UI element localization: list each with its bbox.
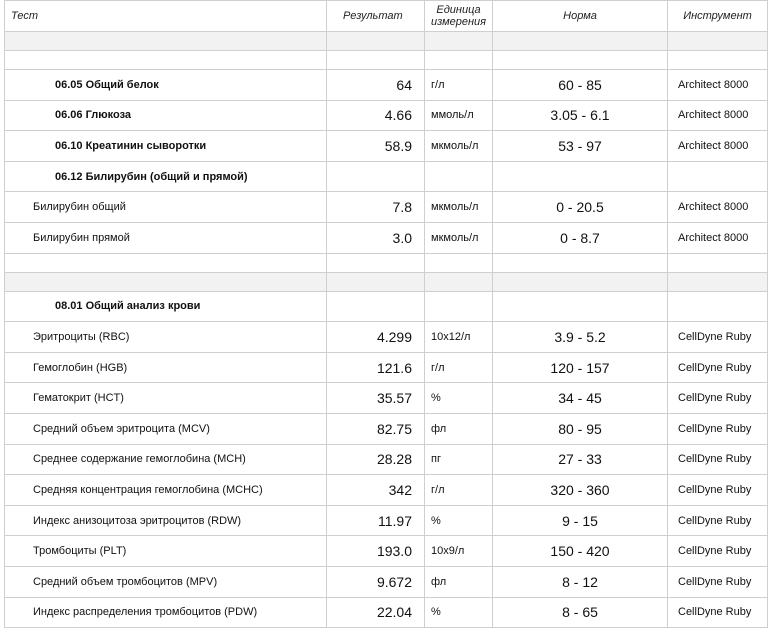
- instrument-name: CellDyne Ruby: [668, 536, 768, 567]
- instrument-name: CellDyne Ruby: [668, 475, 768, 506]
- table-row: [5, 566, 768, 597]
- result-value: 82.75: [327, 413, 425, 444]
- table-row: [5, 352, 768, 383]
- header-norm: Норма: [493, 1, 668, 32]
- test-name: 08.01 Общий анализ крови: [5, 291, 327, 322]
- norm-range: 150 - 420: [493, 536, 668, 567]
- result-value: 3.0: [327, 222, 425, 253]
- result-value: 193.0: [327, 536, 425, 567]
- empty-cell: [5, 253, 327, 272]
- empty-cell: [327, 32, 425, 51]
- result-value: 11.97: [327, 505, 425, 536]
- section-separator: [5, 32, 768, 51]
- instrument-name: Architect 8000: [668, 131, 768, 162]
- empty-cell: [493, 272, 668, 291]
- header-unit: [425, 1, 493, 32]
- results-body: [5, 32, 768, 628]
- empty-cell: [327, 272, 425, 291]
- test-name: Средний объем тромбоцитов (MPV): [5, 566, 327, 597]
- norm-range: 8 - 65: [493, 597, 668, 628]
- test-name: Гемоглобин (HGB): [5, 352, 327, 383]
- test-name: 06.12 Билирубин (общий и прямой): [5, 161, 327, 192]
- unit-value: пг: [425, 444, 493, 475]
- instrument-name: [668, 161, 768, 192]
- empty-cell: [668, 51, 768, 70]
- result-value: [327, 291, 425, 322]
- spacer-row: [5, 253, 768, 272]
- norm-range: 3.05 - 6.1: [493, 100, 668, 131]
- lab-results-table: [4, 0, 768, 628]
- result-value: 4.66: [327, 100, 425, 131]
- empty-cell: [5, 272, 327, 291]
- unit-value: мкмоль/л: [425, 222, 493, 253]
- table-row: [5, 505, 768, 536]
- empty-cell: [5, 32, 327, 51]
- test-name: 06.06 Глюкоза: [5, 100, 327, 131]
- test-name: Индекс распределения тромбоцитов (PDW): [5, 597, 327, 628]
- result-value: 121.6: [327, 352, 425, 383]
- unit-value: фл: [425, 566, 493, 597]
- table-row: [5, 475, 768, 506]
- instrument-name: CellDyne Ruby: [668, 505, 768, 536]
- unit-value: мкмоль/л: [425, 192, 493, 223]
- result-value: 7.8: [327, 192, 425, 223]
- result-value: 342: [327, 475, 425, 506]
- instrument-name: CellDyne Ruby: [668, 352, 768, 383]
- empty-cell: [425, 51, 493, 70]
- header-unit-line2: измерения: [430, 16, 487, 28]
- empty-cell: [425, 32, 493, 51]
- instrument-name: Architect 8000: [668, 70, 768, 101]
- table-row: [5, 131, 768, 162]
- norm-range: 53 - 97: [493, 131, 668, 162]
- unit-value: %: [425, 597, 493, 628]
- instrument-name: CellDyne Ruby: [668, 597, 768, 628]
- empty-cell: [327, 51, 425, 70]
- empty-cell: [668, 272, 768, 291]
- table-row: [5, 413, 768, 444]
- norm-range: 60 - 85: [493, 70, 668, 101]
- empty-cell: [425, 272, 493, 291]
- test-name: Билирубин общий: [5, 192, 327, 223]
- result-value: 58.9: [327, 131, 425, 162]
- test-name: Тромбоциты (PLT): [5, 536, 327, 567]
- empty-cell: [668, 32, 768, 51]
- unit-value: г/л: [425, 70, 493, 101]
- result-value: 9.672: [327, 566, 425, 597]
- test-name: Билирубин прямой: [5, 222, 327, 253]
- table-row: [5, 597, 768, 628]
- norm-range: [493, 291, 668, 322]
- empty-cell: [493, 253, 668, 272]
- instrument-name: CellDyne Ruby: [668, 322, 768, 353]
- norm-range: [493, 161, 668, 192]
- header-unit-line1: Единица: [436, 4, 481, 16]
- empty-cell: [493, 51, 668, 70]
- unit-value: 10x9/л: [425, 536, 493, 567]
- unit-value: 10x12/л: [425, 322, 493, 353]
- test-name: Эритроциты (RBC): [5, 322, 327, 353]
- result-value: 22.04: [327, 597, 425, 628]
- header-instrument: Инструмент: [668, 1, 768, 32]
- norm-range: 9 - 15: [493, 505, 668, 536]
- test-name: Средний объем эритроцита (MCV): [5, 413, 327, 444]
- test-name: Средняя концентрация гемоглобина (MCHC): [5, 475, 327, 506]
- unit-value: г/л: [425, 475, 493, 506]
- norm-range: 34 - 45: [493, 383, 668, 414]
- result-value: 28.28: [327, 444, 425, 475]
- test-name: 06.05 Общий белок: [5, 70, 327, 101]
- result-value: 35.57: [327, 383, 425, 414]
- table-row: [5, 100, 768, 131]
- empty-cell: [668, 253, 768, 272]
- result-value: 64: [327, 70, 425, 101]
- table-row: [5, 383, 768, 414]
- table-row: [5, 322, 768, 353]
- norm-range: 3.9 - 5.2: [493, 322, 668, 353]
- empty-cell: [493, 32, 668, 51]
- header-result: Результат: [327, 1, 425, 32]
- unit-value: мкмоль/л: [425, 131, 493, 162]
- instrument-name: CellDyne Ruby: [668, 383, 768, 414]
- empty-cell: [425, 253, 493, 272]
- spacer-row: [5, 51, 768, 70]
- norm-range: 8 - 12: [493, 566, 668, 597]
- section-separator: [5, 272, 768, 291]
- instrument-name: CellDyne Ruby: [668, 566, 768, 597]
- test-name: Среднее содержание гемоглобина (MCH): [5, 444, 327, 475]
- test-name: 06.10 Креатинин сыворотки: [5, 131, 327, 162]
- unit-value: г/л: [425, 352, 493, 383]
- instrument-name: Architect 8000: [668, 222, 768, 253]
- table-row: [5, 192, 768, 223]
- norm-range: 27 - 33: [493, 444, 668, 475]
- header-test: Тест: [5, 1, 327, 32]
- instrument-name: Architect 8000: [668, 100, 768, 131]
- instrument-name: CellDyne Ruby: [668, 444, 768, 475]
- instrument-name: CellDyne Ruby: [668, 413, 768, 444]
- instrument-name: Architect 8000: [668, 192, 768, 223]
- empty-cell: [327, 253, 425, 272]
- norm-range: 80 - 95: [493, 413, 668, 444]
- test-name: Индекс анизоцитоза эритроцитов (RDW): [5, 505, 327, 536]
- norm-range: 0 - 8.7: [493, 222, 668, 253]
- unit-value: %: [425, 383, 493, 414]
- test-name: Гематокрит (HCT): [5, 383, 327, 414]
- table-row: [5, 444, 768, 475]
- result-value: [327, 161, 425, 192]
- unit-value: %: [425, 505, 493, 536]
- norm-range: 320 - 360: [493, 475, 668, 506]
- norm-range: 120 - 157: [493, 352, 668, 383]
- unit-value: [425, 161, 493, 192]
- unit-value: фл: [425, 413, 493, 444]
- norm-range: 0 - 20.5: [493, 192, 668, 223]
- table-row: [5, 70, 768, 101]
- empty-cell: [5, 51, 327, 70]
- header-row: [5, 1, 768, 32]
- result-value: 4.299: [327, 322, 425, 353]
- unit-value: ммоль/л: [425, 100, 493, 131]
- table-row: [5, 222, 768, 253]
- table-row: [5, 291, 768, 322]
- instrument-name: [668, 291, 768, 322]
- table-row: [5, 536, 768, 567]
- unit-value: [425, 291, 493, 322]
- table-row: [5, 161, 768, 192]
